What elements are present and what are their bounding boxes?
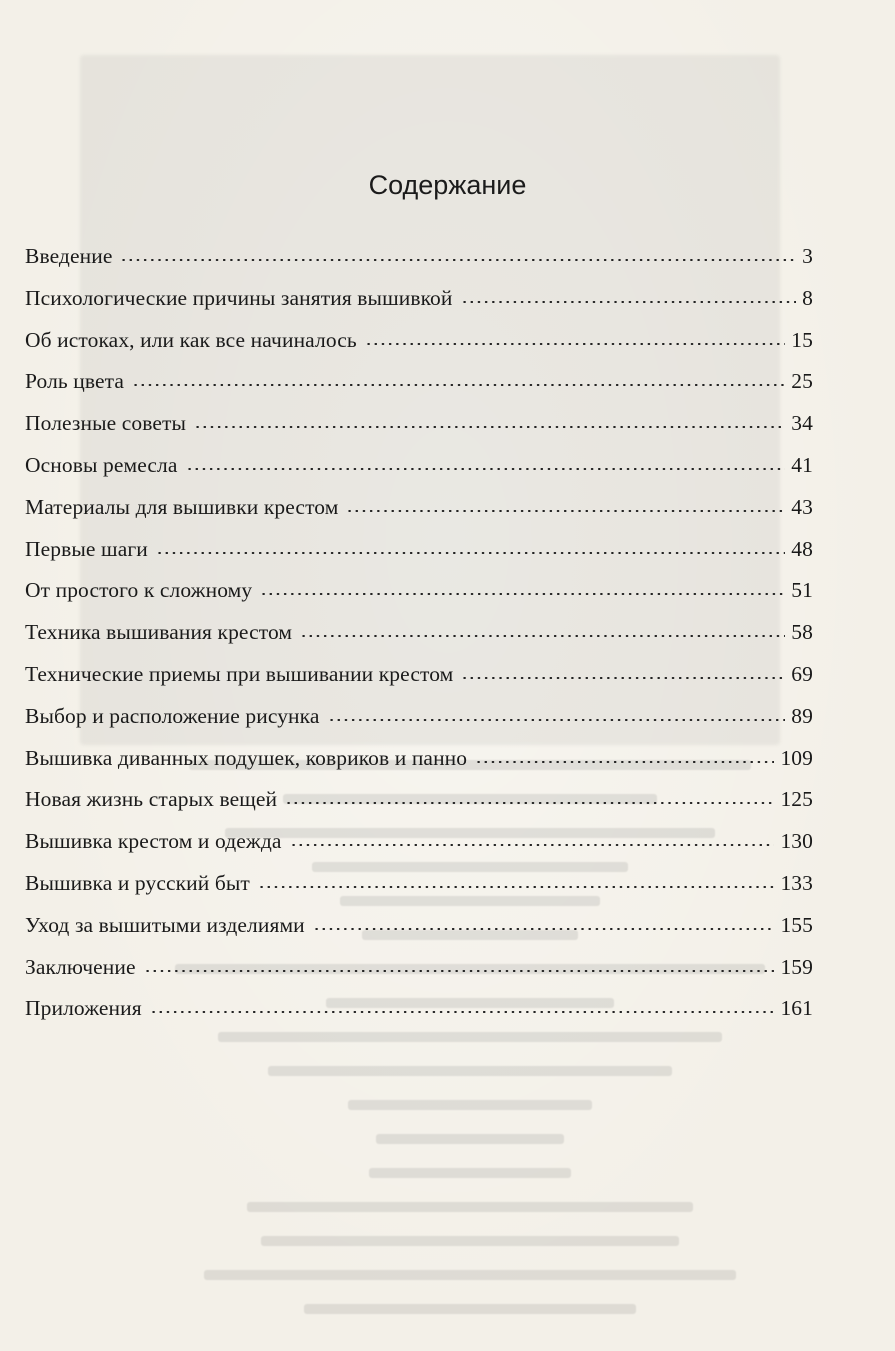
toc-entry-title: Вышивка диванных подушек, ковриков и панно	[25, 745, 468, 770]
toc-entry	[25, 738, 813, 780]
toc-entry	[25, 988, 813, 1030]
toc-entry	[25, 278, 813, 320]
toc-dot-leader	[328, 719, 786, 721]
toc-entry-title: Вышивка крестом и одежда	[25, 829, 282, 854]
toc-entry	[25, 696, 813, 738]
toc-entry-title: От простого к сложному	[25, 578, 253, 603]
toc-entry-page-number: 89	[791, 703, 813, 728]
toc-dot-leader	[313, 928, 775, 930]
toc-entry	[25, 612, 813, 654]
toc-entry-page-number: 48	[791, 536, 813, 561]
toc-dot-leader	[186, 468, 786, 470]
toc-entry	[25, 654, 813, 696]
toc-entry-page-number: 34	[791, 411, 813, 436]
toc-dot-leader	[132, 384, 785, 386]
page-title: Содержание	[368, 170, 527, 200]
toc-entry	[25, 236, 813, 278]
toc-entry-title: Роль цвета	[25, 369, 125, 394]
toc-entry-page-number: 51	[791, 578, 813, 603]
toc-entry	[25, 905, 813, 947]
toc-dot-leader	[194, 426, 785, 428]
toc-entry-title: Психологические причины занятия вышивкой	[25, 285, 453, 310]
toc-entry	[25, 445, 813, 487]
toc-dot-leader	[285, 802, 774, 804]
toc-dot-leader	[461, 677, 785, 679]
toc-dot-leader	[475, 761, 774, 763]
toc-dot-leader	[144, 970, 775, 972]
toc-entry-title: Первые шаги	[25, 536, 148, 561]
toc-entry-page-number: 125	[780, 787, 813, 812]
toc-entry-page-number: 133	[780, 870, 813, 895]
toc-entry-page-number: 43	[791, 494, 813, 519]
toc-dot-leader	[461, 301, 797, 303]
toc-entry	[25, 570, 813, 612]
toc-dot-leader	[156, 552, 785, 554]
toc-entry-page-number: 15	[791, 327, 813, 352]
toc-entry-title: Материалы для вышивки крестом	[25, 494, 339, 519]
toc-entry-title: Уход за вышитыми изделиями	[25, 912, 305, 937]
toc-dot-leader	[150, 1011, 775, 1013]
toc-dot-leader	[300, 635, 785, 637]
toc-entry-title: Новая жизнь старых вещей	[25, 787, 278, 812]
toc-entry-page-number: 161	[780, 996, 813, 1021]
toc-dot-leader	[258, 886, 775, 888]
toc-entry-title: Техника вышивания крестом	[25, 620, 293, 645]
toc-entry-title: Приложения	[25, 996, 142, 1021]
toc-dot-leader	[346, 510, 785, 512]
toc-entry	[25, 821, 813, 863]
toc-entry	[25, 403, 813, 445]
toc-dot-leader	[365, 343, 786, 345]
toc-entry-page-number: 41	[791, 452, 813, 477]
toc-entry-title: Вышивка и русский быт	[25, 870, 250, 895]
toc-entry	[25, 361, 813, 403]
toc-entry-page-number: 109	[780, 745, 813, 770]
toc-entry-page-number: 3	[802, 244, 813, 268]
toc-entry-page-number: 58	[791, 620, 813, 645]
toc-entry-page-number: 130	[780, 829, 813, 854]
toc-entry-page-number: 25	[791, 369, 813, 394]
toc-entry-title: Заключение	[25, 954, 136, 979]
toc-dot-leader	[290, 844, 775, 846]
toc-entry	[25, 779, 813, 821]
toc-dot-leader	[120, 259, 796, 261]
toc-entry	[25, 863, 813, 905]
toc-entry-title: Введение	[25, 244, 113, 268]
toc-entry	[25, 487, 813, 529]
toc-dot-leader	[260, 593, 785, 595]
toc-entry-title: Об истоках, или как все начиналось	[25, 327, 357, 352]
table-of-contents	[25, 236, 813, 1030]
toc-entry	[25, 529, 813, 571]
toc-entry-page-number: 8	[802, 285, 813, 310]
toc-entry	[25, 947, 813, 989]
toc-entry-page-number: 159	[780, 954, 813, 979]
toc-entry-page-number: 69	[791, 661, 813, 686]
toc-entry-title: Технические приемы при вышивании крестом	[25, 661, 454, 686]
toc-entry-page-number: 155	[780, 912, 813, 937]
toc-entry-title: Основы ремесла	[25, 452, 178, 477]
toc-entry-title: Полезные советы	[25, 411, 187, 436]
toc-entry	[25, 320, 813, 362]
toc-entry-title: Выбор и расположение рисунка	[25, 703, 320, 728]
